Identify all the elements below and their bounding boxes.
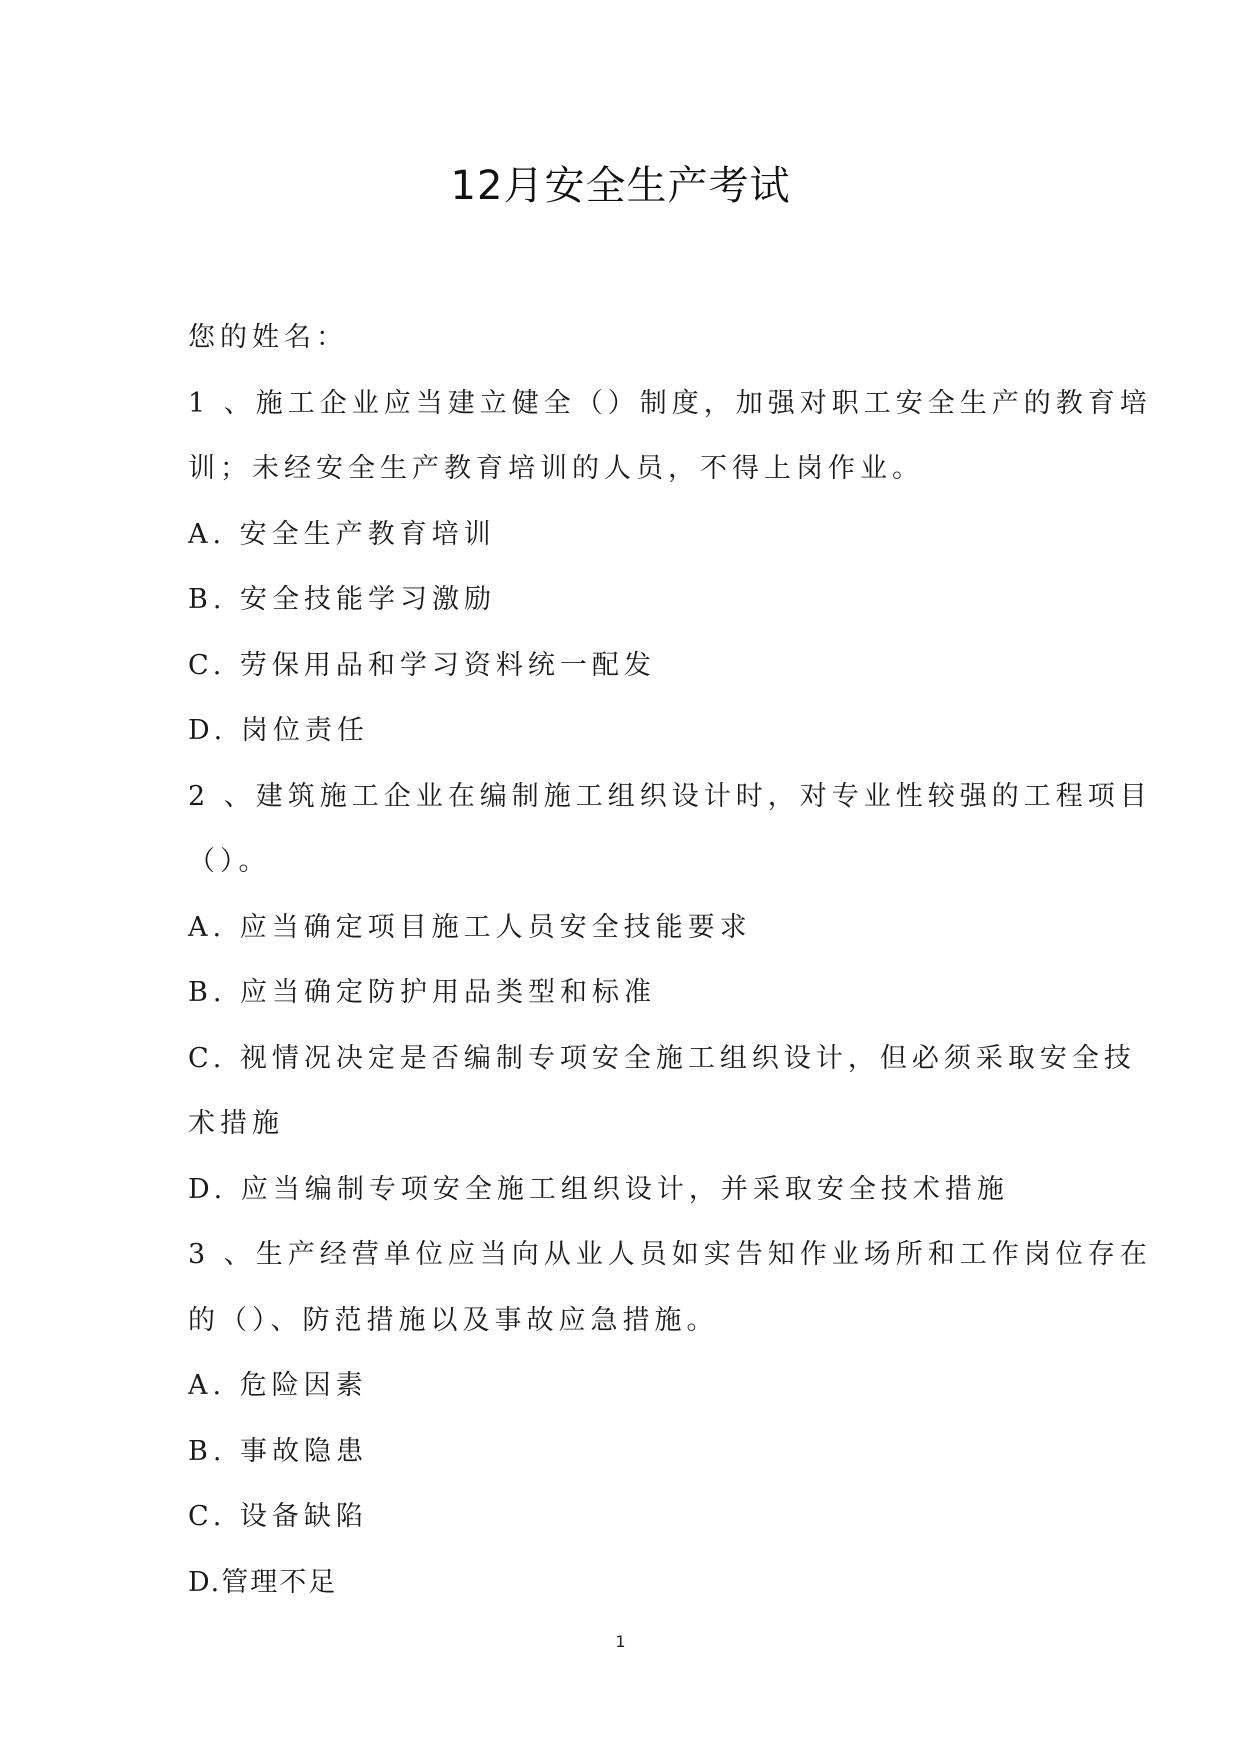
document-title: 12月安全生产考试 — [450, 163, 791, 209]
question-stem-line: 训；未经安全生产教育培训的人员，不得上岗作业。 — [188, 453, 924, 484]
option-a: A. 应当确定项目施工人员安全技能要求 — [188, 911, 752, 943]
option-c: C. 设备缺陷 — [188, 1501, 368, 1532]
question-3 — [188, 1222, 1152, 1615]
question-stem-line: 3 、生产经营单位应当向从业人员如实告知作业场所和工作岗位存在 — [188, 1239, 1152, 1270]
question-stem-line: 的（）、防范措施以及事故应急措施。 — [188, 1304, 719, 1336]
question-1 — [188, 371, 1152, 764]
option-a: A. 危险因素 — [188, 1370, 368, 1401]
option-a: A. 安全生产教育培训 — [188, 518, 496, 550]
option-b: B. 事故隐患 — [188, 1435, 369, 1467]
option-d: D. 应当编制专项安全施工组织设计，并采取安全技术措施 — [188, 1173, 1009, 1205]
page-number: 1 — [615, 1632, 626, 1651]
option-b: B. 应当确定防护用品类型和标准 — [188, 977, 657, 1008]
option-b: B. 安全技能学习激励 — [188, 584, 497, 615]
question-stem-line: （）。 — [188, 846, 271, 877]
option-c: C. 劳保用品和学习资料统一配发 — [188, 649, 656, 681]
name-label: 您的姓名： — [188, 322, 348, 353]
option-d: D. 岗位责任 — [188, 715, 369, 746]
option-c-continued: 术措施 — [188, 1108, 284, 1139]
question-stem-line: 2 、建筑施工企业在编制施工组织设计时，对专业性较强的工程项目 — [188, 780, 1152, 812]
exam-body — [188, 305, 1152, 1615]
option-d: D.管理不足 — [188, 1566, 338, 1598]
question-2 — [188, 764, 1152, 1223]
option-c: C. 视情况决定是否编制专项安全施工组织设计，但必须采取安全技 — [188, 1042, 1136, 1074]
question-stem-line: 1 、施工企业应当建立健全（）制度，加强对职工安全生产的教育培 — [188, 387, 1152, 419]
